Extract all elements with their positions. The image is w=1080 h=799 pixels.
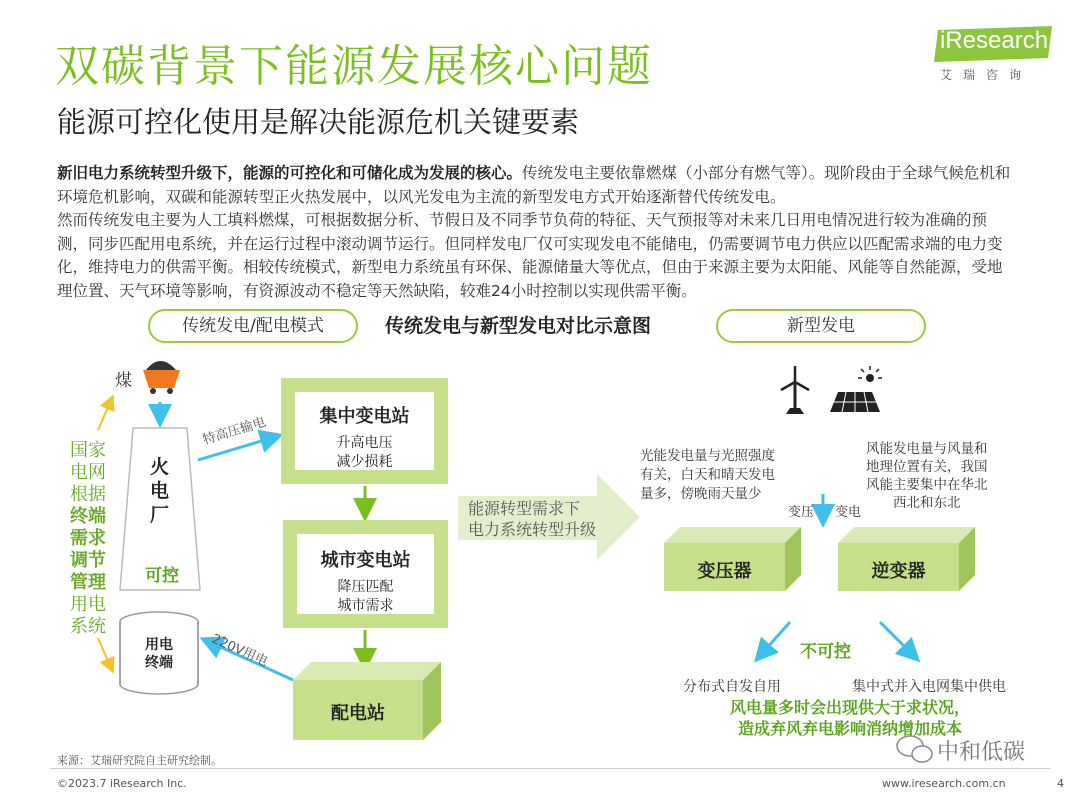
wind-line-2: 地理位置有关，我国 [866, 459, 988, 475]
page-subtitle: 能源可控化使用是解决能源危机关键要素 [57, 105, 580, 139]
grid-text-1: 国家 [70, 440, 106, 461]
coal-cart-icon [143, 361, 180, 394]
page-number: 4 [1057, 777, 1064, 790]
grid-text-3: 根据 [70, 484, 106, 505]
plant-char-3: 厂 [150, 504, 170, 526]
source-note: 来源：艾瑞研究院自主研究绘制。 [57, 754, 222, 767]
warning-line-2: 造成弃风弃电影响消纳增加成本 [737, 719, 962, 738]
warning-text [700, 697, 1000, 739]
transition-line-2: 电力系统转型升级 [468, 520, 597, 539]
controllable-label: 可控 [145, 566, 179, 586]
v220-label: 220V用电 [209, 631, 270, 670]
power-plant-label [150, 455, 169, 527]
transition-line-1: 能源转型需求下 [468, 499, 581, 518]
grid-text-8: 用电 [70, 594, 106, 615]
uncontrollable-label: 不可控 [800, 642, 851, 662]
transition-text [468, 498, 596, 540]
terminal-line-1: 用电 [145, 637, 173, 653]
solar-description [640, 447, 775, 504]
traditional-mode-pill: 传统发电/配电模式 [148, 309, 358, 343]
plant-char-2: 电 [150, 480, 170, 502]
solar-panel-icon [830, 366, 882, 412]
new-generation-pill: 新型发电 [716, 309, 926, 343]
grid-text-7: 管理 [70, 572, 106, 593]
solar-line-2: 有关，白天和晴天发电 [640, 467, 775, 483]
transform-left-label: 变压 [788, 505, 815, 520]
grid-text-4: 终端 [70, 506, 106, 527]
wind-line-4: 西北和东北 [893, 495, 961, 511]
central-station-line-2: 减少损耗 [336, 454, 393, 470]
paragraph-part2: 然而传统发电主要为人工填料燃煤，可根据数据分析、节假日及不同季节负荷的特征、天气预报等对未来几日用电情况进行较为准确的预测，同步匹配用电系统，并在运行过程中滚动调节运行。但同样发电厂仅可实现发电不能储电，仍需要调节电力供应以匹配需求端的电力变化，维持电力的供需平衡。相较传统模式，新型电力系统虽有环保、能源储量大等优点，但由于来源主要为太阳能、风能等自然能源，受地理位置、天气环境等影响，有资源波动不稳定等天然缺陷，较难24小时控制以实现供需平衡。 [57, 211, 1003, 300]
grid-text-5: 需求 [70, 528, 106, 549]
wind-turbine-icon [766, 365, 816, 417]
uhv-label: 特高压输电 [201, 414, 268, 449]
logo-subtext: 艾瑞咨询 [940, 68, 1033, 82]
paragraph-lead: 新旧电力系统转型升级下，能源的可控化和可储化成为发展的核心。 [57, 164, 523, 182]
grid-regulation-text [64, 440, 112, 638]
wind-line-1: 风能发电量与风量和 [866, 441, 988, 457]
grid-text-2: 电网 [70, 462, 106, 483]
grid-up-arrow [98, 398, 112, 430]
city-station-line-1: 降压匹配 [337, 579, 394, 595]
city-station-line-2: 城市需求 [337, 598, 394, 614]
city-station-title: 城市变电站 [320, 550, 411, 571]
logo-text: iResearch [940, 27, 1049, 54]
distribution-label: 配电站 [331, 703, 385, 724]
inverter-label: 逆变器 [871, 561, 926, 582]
paragraph-part1: 传统发电主要依靠燃煤（小部分有燃气等）。现阶段由于全球气候危机和环境危机影响，双碳和能源转型正火热发展中，以风光发电为主流的新型发电方式开始逐渐替代传统发电。 [57, 164, 1011, 206]
wechat-icon [897, 736, 932, 762]
footer-url[interactable]: www.iresearch.com.cn [882, 777, 1006, 790]
self-use-label: 分布式自发自用 [683, 679, 781, 695]
wind-description [866, 440, 988, 512]
watermark: 中和低碳 [937, 740, 1026, 765]
central-station-line-1: 升高电压 [336, 435, 393, 451]
diagram-title: 传统发电与新型发电对比示意图 [385, 315, 652, 337]
footer-divider [50, 768, 1050, 769]
grid-text-9: 系统 [70, 616, 106, 637]
solar-line-1: 光能发电量与光照强度 [640, 448, 775, 464]
transformer-label: 变压器 [697, 561, 752, 582]
city-station [297, 546, 434, 616]
central-station [295, 402, 434, 472]
wind-line-3: 风能主要集中在华北 [866, 477, 988, 493]
grid-down-arrow [98, 638, 112, 670]
central-grid-label: 集中式并入电网集中供电 [852, 679, 1006, 695]
copyright: ©2023.7 iResearch Inc. [57, 777, 187, 790]
central-grid-arrow [880, 622, 916, 658]
grid-text-6: 调节 [70, 550, 106, 571]
coal-label: 煤 [115, 371, 132, 391]
self-use-arrow [758, 622, 790, 658]
terminal-line-2: 终端 [145, 655, 173, 671]
central-station-title: 集中变电站 [319, 406, 410, 427]
warning-line-1: 风电量多时会出现供大于求状况， [729, 698, 970, 717]
plant-char-1: 火 [150, 456, 170, 478]
page-title: 双碳背景下能源发展核心问题 [55, 41, 653, 92]
transform-right-label: 变电 [835, 505, 862, 520]
solar-line-3: 量多，傍晚雨天量少 [640, 486, 762, 502]
terminal-label [120, 636, 198, 672]
